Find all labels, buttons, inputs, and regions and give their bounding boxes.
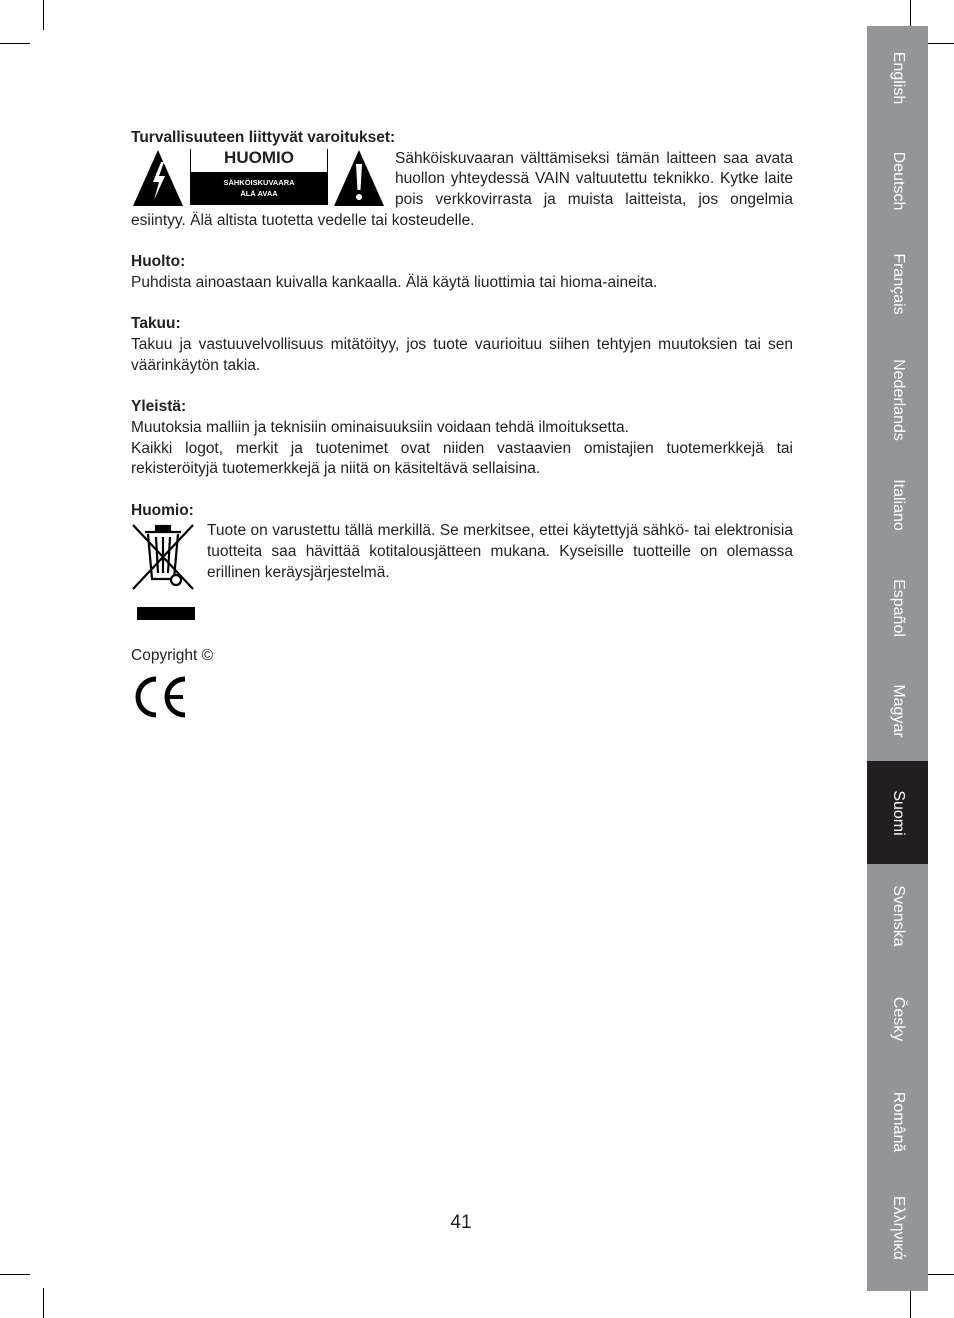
electric-shock-warning-icon	[131, 149, 185, 208]
tab-nederlands[interactable]	[867, 348, 928, 451]
tab-romana[interactable]	[867, 1070, 928, 1173]
tab-magyar[interactable]	[867, 659, 928, 762]
tab-english[interactable]	[867, 26, 928, 129]
copyright: Copyright ©	[131, 646, 214, 664]
general-heading: Yleistä:	[131, 398, 187, 416]
crop-mark	[43, 1288, 44, 1318]
tab-francais[interactable]	[867, 232, 928, 335]
caution-line1: SÄHKÖISKUVAARA	[223, 177, 295, 187]
tab-label: English	[889, 51, 907, 104]
note-heading: Huomio:	[131, 501, 194, 519]
weee-symbol	[131, 523, 201, 625]
tab-ellinika[interactable]	[867, 1176, 928, 1279]
tab-label: Français	[889, 252, 907, 315]
general-text-2: Kaikki logot, merkit ja tuotenimet ovat niiden vastaavien omistajien tuotemerkkejä tai rekisteröityjä tuotemerkkejä ja niitä on käsiteltävä sellaisina.	[131, 439, 793, 478]
crop-mark	[0, 43, 30, 44]
warning-label	[131, 148, 389, 211]
tab-italiano[interactable]	[867, 453, 928, 556]
crop-mark	[924, 43, 954, 44]
caution-title: HUOMIO	[224, 148, 294, 167]
crop-mark	[0, 1274, 30, 1275]
tab-suomi[interactable]	[867, 761, 928, 864]
caution-sub	[191, 172, 327, 204]
maintenance-heading: Huolto:	[131, 253, 186, 271]
tab-deutsch[interactable]	[867, 129, 928, 232]
maintenance-text: Puhdista ainoastaan kuivalla kankaalla. Älä käytä liuottimia tai hioma-aineita.	[131, 273, 658, 291]
language-tabs	[867, 26, 928, 1291]
tab-label: Italiano	[889, 478, 907, 531]
tab-label: Nederlands	[889, 358, 907, 441]
tab-label: Română	[889, 1091, 907, 1152]
warranty-text: Takuu ja vastuuvelvollisuus mitätöityy, jos tuote vaurioituu siihen tehtyjen muutoksien tai sen väärinkäytön takia.	[131, 336, 793, 374]
safety-text: Sähköiskuvaaran välttämiseksi tämän laitteen saa avata huollon yhteydessä VAIN valtuutettu teknikko. Kytke laite pois verkkovirrasta ja muista laitteista, jos ongelmia esiintyy. Älä altista tuotetta vedelle tai kosteudelle.	[131, 149, 793, 229]
tab-svenska[interactable]	[867, 864, 928, 967]
tab-label: Deutsch	[889, 151, 907, 210]
tab-label: Česky	[889, 996, 907, 1041]
tab-label: Magyar	[889, 683, 907, 738]
tab-label: Español	[889, 578, 907, 637]
huomio-caution-box	[190, 149, 328, 205]
caution-line2: ÄLÄ AVAA	[240, 188, 278, 198]
tab-espanol[interactable]	[867, 556, 928, 659]
page-content	[131, 128, 793, 725]
crop-mark	[43, 0, 44, 30]
tab-label: Suomi	[889, 789, 907, 836]
tab-cesky[interactable]	[867, 967, 928, 1070]
tab-label: Svenska	[889, 884, 907, 947]
page-number: 41	[450, 1212, 472, 1233]
safety-heading: Turvallisuuteen liittyvät varoitukset:	[131, 129, 396, 146]
general-text-1: Muutoksia malliin ja teknisiin ominaisuuksiin voidaan tehdä ilmoituksetta.	[131, 418, 629, 436]
crop-mark	[910, 1288, 911, 1318]
warranty-heading: Takuu:	[131, 315, 181, 333]
crossed-bin-icon	[131, 523, 201, 625]
ce-mark-icon	[131, 675, 189, 719]
tab-label: Ελληνικά	[889, 1195, 907, 1260]
crop-mark	[924, 1274, 954, 1275]
safety-block	[131, 149, 793, 232]
exclamation-warning-icon	[332, 149, 386, 208]
note-text: Tuote on varustettu tällä merkillä. Se merkitsee, ettei käytettyjä sähkö- tai elektronisia tuotteita saa hävittää kotitalousjätteen mukana. Kyseisille tuotteille on olemassa erillinen keräysjärjestelmä.	[207, 522, 793, 581]
weee-block	[131, 521, 793, 625]
